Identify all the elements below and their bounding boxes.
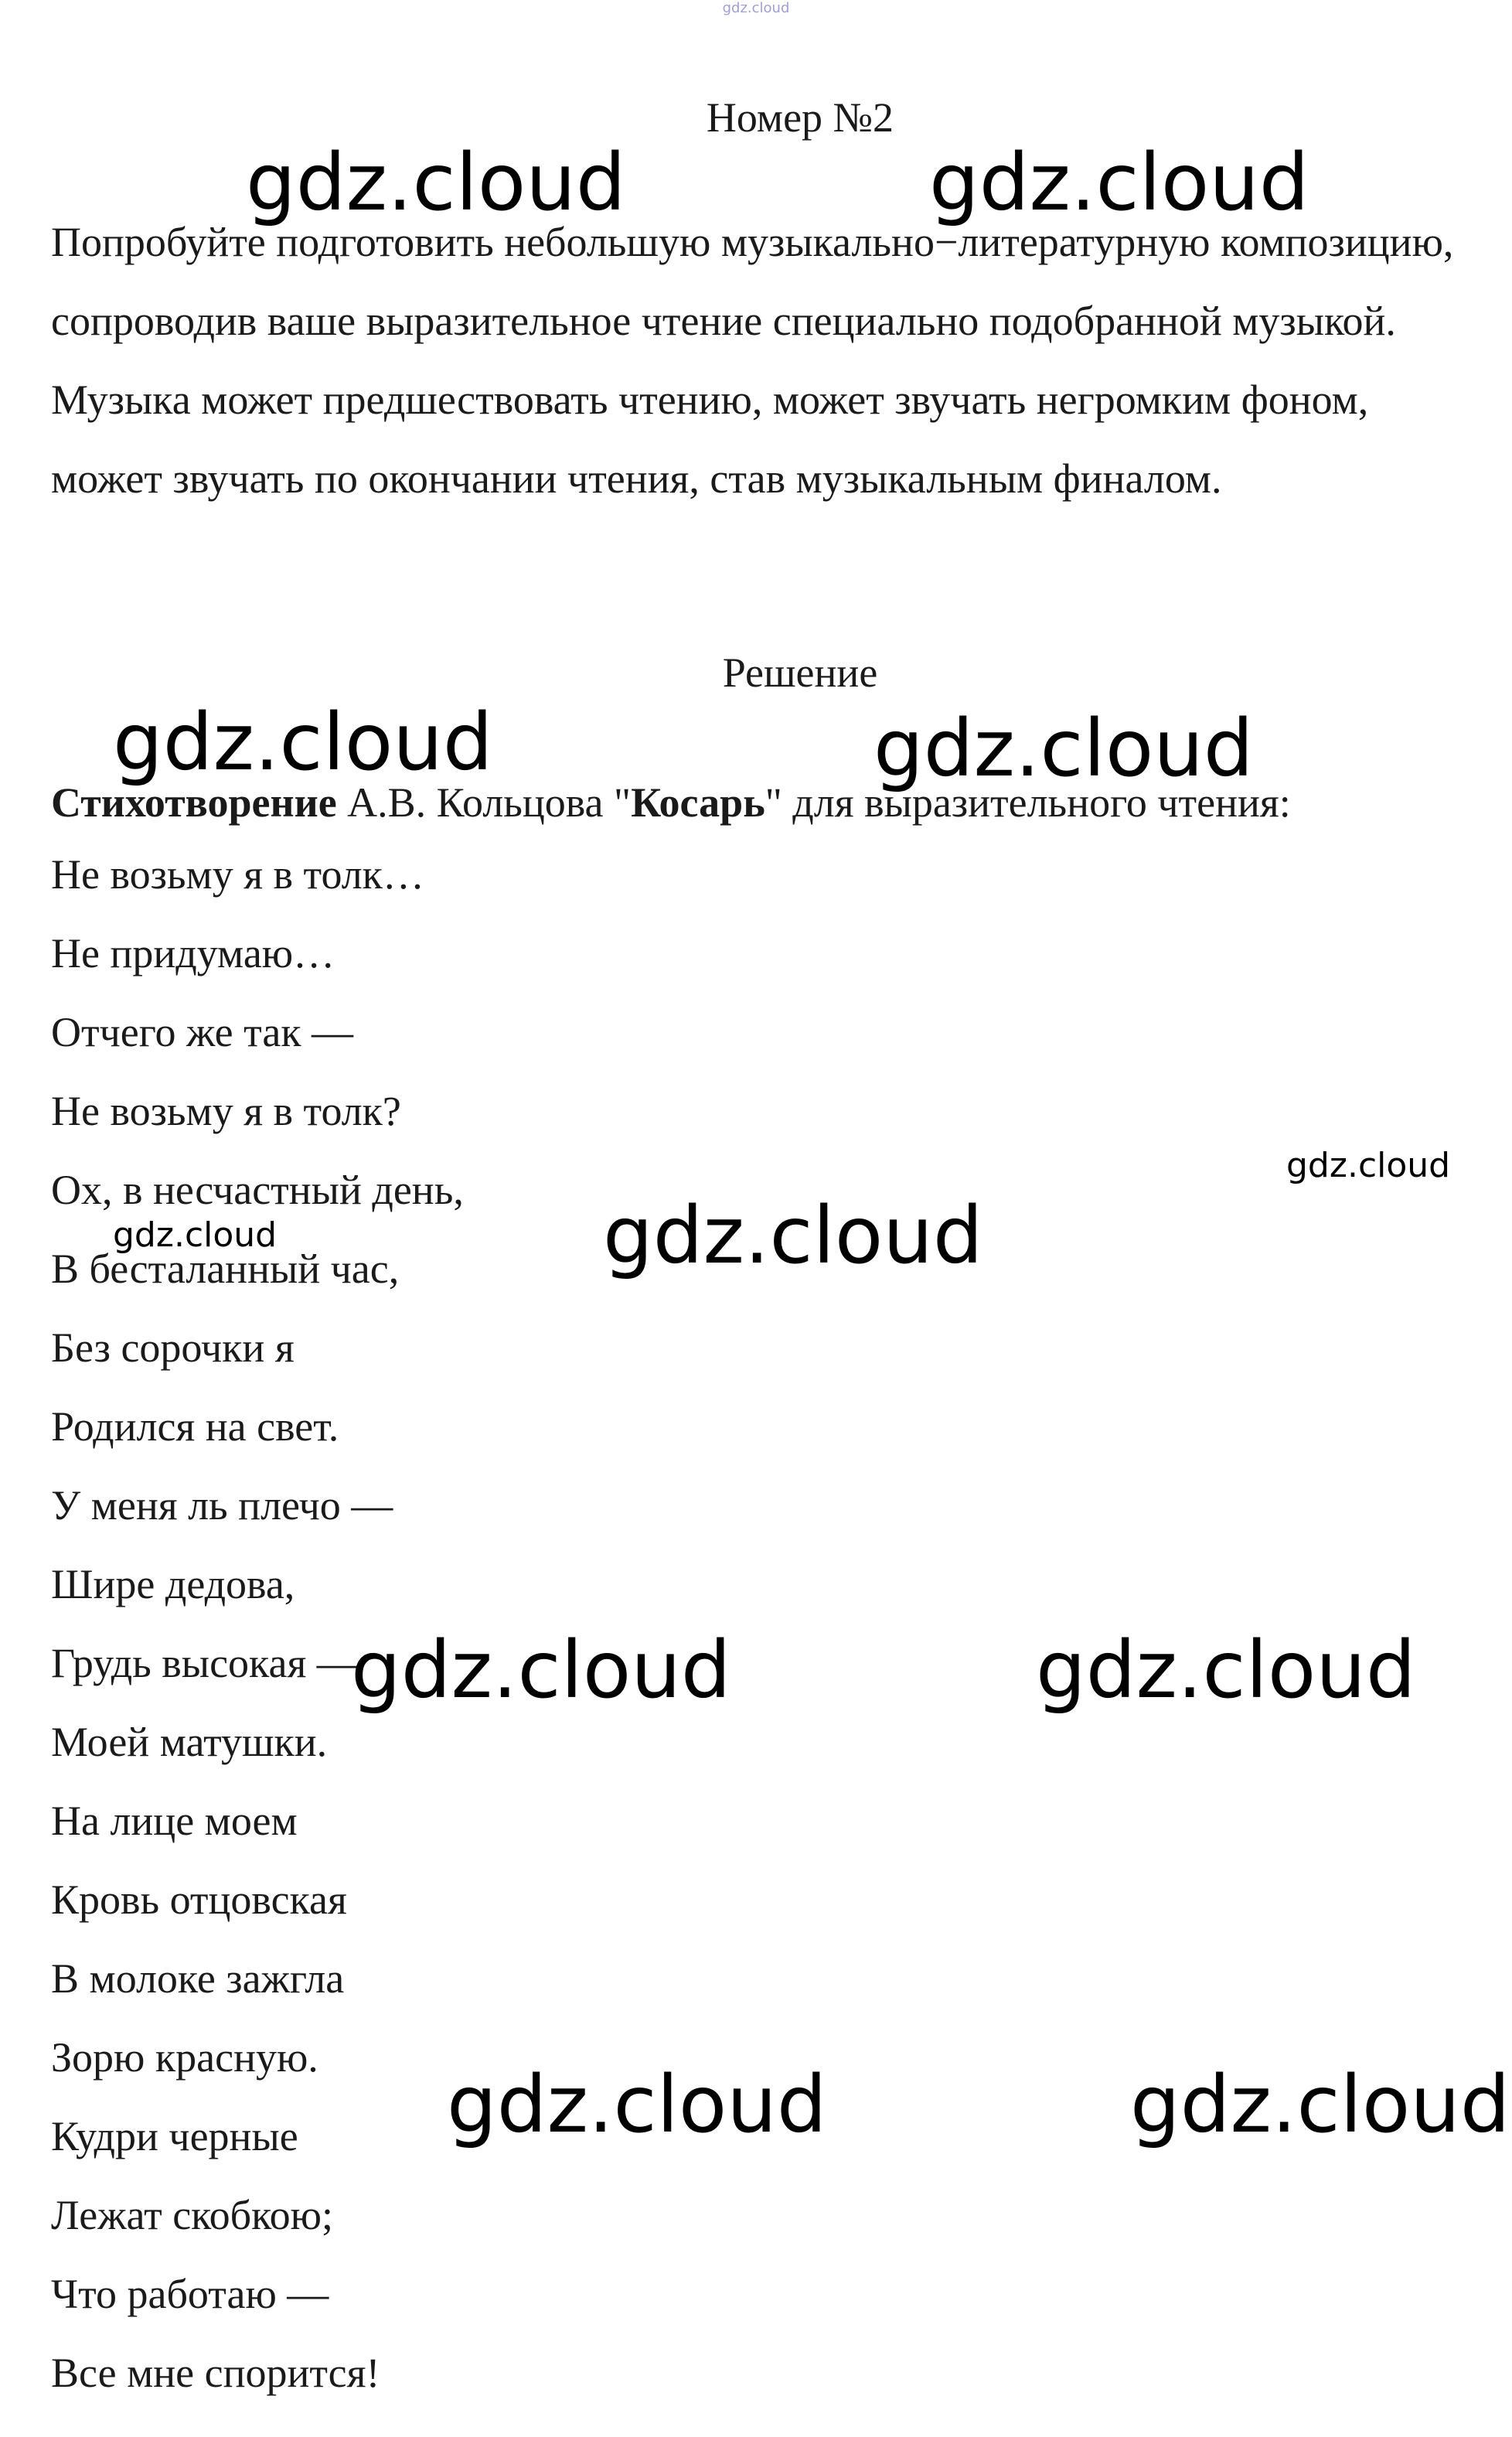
watermark: gdz.cloud: [246, 137, 626, 229]
poem-line: Ох, в несчастный день,: [51, 1167, 464, 1213]
poem-line: Лежат скобкою;: [51, 2192, 333, 2238]
poem-line: У меня ль плечо —: [51, 1482, 393, 1529]
page-title: Номер №2: [706, 94, 894, 141]
watermark: gdz.cloud: [447, 2059, 827, 2151]
poem-line: Кровь отцовская: [51, 1876, 347, 1923]
poem-line: Зорю красную.: [51, 2034, 318, 2081]
poem-line: Отчего же так —: [51, 1009, 354, 1055]
poem-line: В бесталанный час,: [51, 1246, 400, 1292]
watermark: gdz.cloud: [873, 703, 1254, 795]
poem-line: Моей матушки.: [51, 1719, 328, 1765]
poem-line: В молоке зажгла: [51, 1955, 345, 2002]
intro-author: А.В. Кольцова ": [336, 779, 632, 826]
poem-line: Грудь высокая —: [51, 1640, 359, 1686]
watermark: gdz.cloud: [113, 1215, 278, 1255]
solution-heading: Решение: [722, 649, 878, 696]
watermark: gdz.cloud: [1130, 2059, 1510, 2151]
poem-line: Не возьму я в толк?: [51, 1088, 401, 1134]
poem-line: Не придумаю…: [51, 930, 335, 977]
poem-line: Что работаю —: [51, 2271, 329, 2317]
poem-line: Все мне спорится!: [51, 2350, 380, 2396]
poem-line: Родился на свет.: [51, 1403, 339, 1450]
poem-line: Без сорочки я: [51, 1324, 295, 1371]
watermark: gdz.cloud: [603, 1190, 983, 1282]
poem-line: На лице моем: [51, 1798, 298, 1844]
watermark: gdz.cloud: [929, 137, 1309, 229]
watermark: gdz.cloud: [351, 1624, 731, 1716]
poem-line: Шире дедова,: [51, 1561, 295, 1607]
intro-tail: " для выразительного чтения:: [765, 779, 1291, 826]
top-watermark: gdz.cloud: [722, 0, 790, 16]
poem: [51, 835, 979, 2412]
poem-line: Не возьму я в толк…: [51, 851, 424, 898]
task-paragraph: Попробуйте подготовить небольшую музыкально−литературную композицию, сопроводив ваше выразительное чтение специально подобранной музыкой. Музыка может предшествовать чтению, может звучать негромким фоном, может звучать по окончании чтения, став музыкальным финалом.: [51, 219, 1454, 502]
watermark: gdz.cloud: [1036, 1624, 1416, 1716]
watermark: gdz.cloud: [113, 697, 493, 789]
poem-line: Кудри черные: [51, 2113, 298, 2159]
task-text: [51, 203, 1473, 518]
watermark: gdz.cloud: [1286, 1146, 1451, 1185]
intro-poem-title: Косарь: [631, 779, 765, 826]
intro-bold-lead: Стихотворение: [51, 779, 337, 826]
